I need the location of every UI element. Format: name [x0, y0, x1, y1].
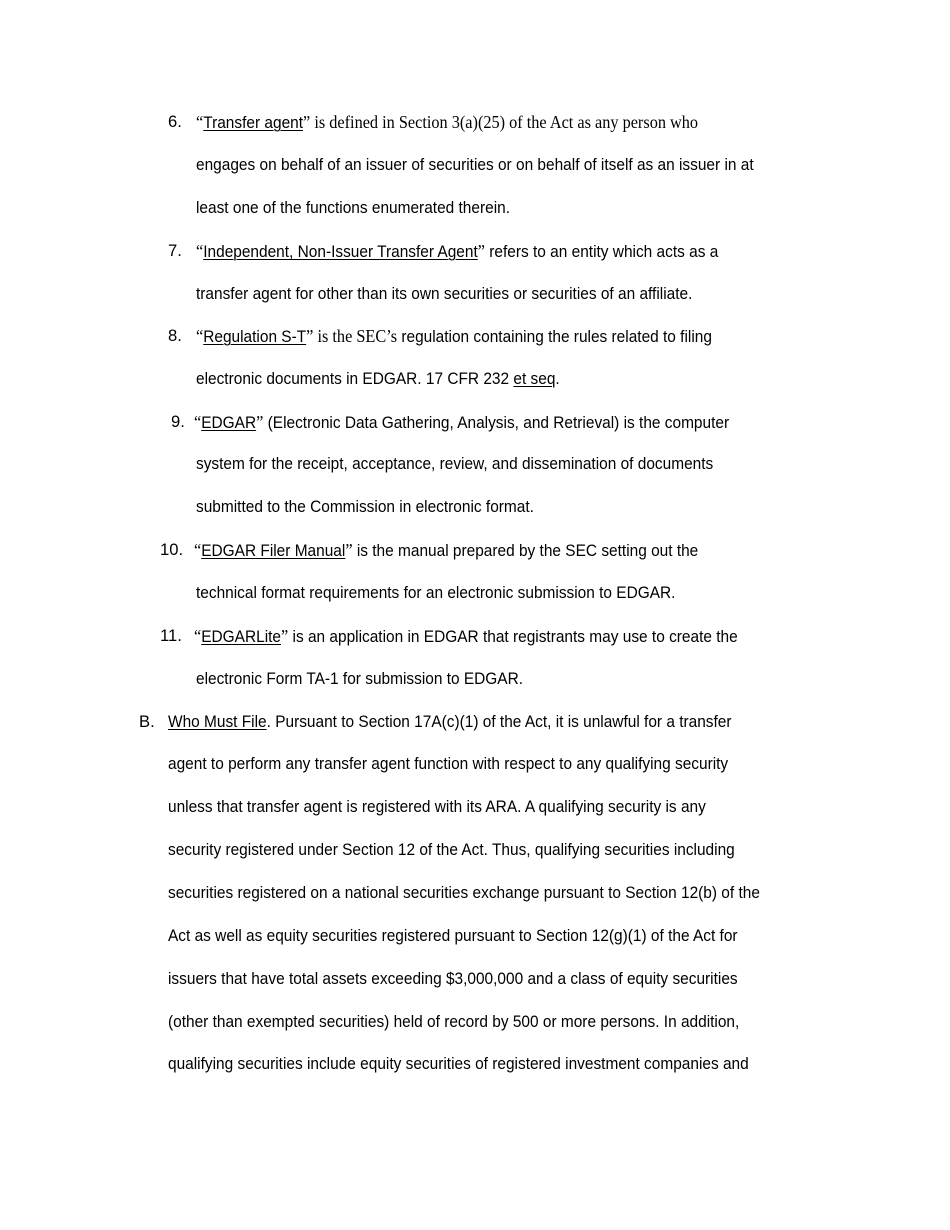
definition-line: technical format requirements for an electronic submission to EDGAR.: [196, 583, 676, 602]
section-line: [168, 712, 732, 732]
close-quote: ”: [345, 540, 353, 560]
definition-line: [194, 412, 729, 433]
section-text: . Pursuant to Section 17A(c)(1) of the Act, it is unlawful for a transfer: [266, 712, 732, 731]
close-quote: ”: [280, 626, 289, 646]
definition-line: transfer agent for other than its own securities or securities of an affiliate.: [196, 284, 693, 303]
definition-text: .: [555, 369, 560, 388]
section-line: issuers that have total assets exceeding $3,000,000 and a class of equity securities: [168, 969, 738, 988]
open-quote: “: [194, 412, 202, 432]
open-quote: “: [196, 112, 204, 132]
item-number: 7.: [168, 241, 182, 260]
item-number: 11.: [160, 626, 182, 645]
definition-text: is the manual prepared by the SEC setting out the: [352, 541, 699, 560]
defined-term-edgar: EDGAR: [201, 413, 257, 432]
definition-line: least one of the functions enumerated therein.: [196, 198, 511, 217]
close-quote: ”: [256, 412, 264, 432]
definition-line: submitted to the Commission in electronic format.: [196, 497, 534, 516]
section-heading-who-must-file: Who Must File: [168, 712, 267, 731]
section-letter: B.: [139, 712, 155, 731]
section-line: unless that transfer agent is registered with its ARA. A qualifying security is any: [168, 797, 706, 816]
section-line: security registered under Section 12 of the Act. Thus, qualifying securities including: [168, 840, 735, 859]
defined-term-independent-transfer-agent: Independent, Non-Issuer Transfer Agent: [203, 242, 478, 261]
definition-line: [196, 369, 560, 389]
defined-term-edgar-filer-manual: EDGAR Filer Manual: [201, 541, 346, 560]
definition-text-serif: ” is the SEC’s: [306, 326, 398, 346]
definition-text: ” is defined in Section 3(a)(25) of the Act as any person who: [303, 112, 699, 132]
item-number: 8.: [168, 326, 182, 345]
defined-term-edgarlite: EDGARLite: [201, 627, 281, 646]
definition-line: electronic Form TA-1 for submission to EDGAR.: [196, 669, 524, 688]
definition-line: [196, 326, 712, 347]
open-quote: “: [194, 626, 202, 646]
definition-line: engages on behalf of an issuer of securities or on behalf of itself as an issuer in at: [196, 155, 754, 174]
definition-text: (Electronic Data Gathering, Analysis, and Retrieval) is the computer: [263, 413, 730, 432]
definition-line: system for the receipt, acceptance, review, and dissemination of documents: [196, 454, 714, 473]
defined-term-transfer-agent: Transfer agent: [203, 113, 304, 132]
definition-line: [194, 540, 698, 561]
definition-text: refers to an entity which acts as a: [484, 242, 719, 261]
open-quote: “: [196, 241, 204, 261]
section-line: Act as well as equity securities registered pursuant to Section 12(g)(1) of the Act for: [168, 926, 738, 945]
section-line: qualifying securities include equity securities of registered investment companies and: [168, 1054, 749, 1073]
definition-line: [196, 241, 718, 262]
section-line: securities registered on a national securities exchange pursuant to Section 12(b) of the: [168, 883, 760, 902]
defined-term-regulation-st: Regulation S-T: [203, 327, 307, 346]
section-line: (other than exempted securities) held of record by 500 or more persons. In addition,: [168, 1012, 740, 1031]
item-number: 6.: [168, 112, 182, 131]
open-quote: “: [196, 326, 204, 346]
et-seq-text: et seq: [513, 369, 556, 388]
open-quote: “: [194, 540, 202, 560]
definition-text: electronic documents in EDGAR. 17 CFR 232: [196, 369, 514, 388]
section-line: agent to perform any transfer agent function with respect to any qualifying security: [168, 754, 729, 773]
item-number: 10.: [160, 540, 184, 559]
item-number: 9.: [171, 412, 185, 431]
definition-line: [196, 112, 698, 133]
definition-text: regulation containing the rules related to filing: [397, 327, 712, 346]
definition-line: [194, 626, 738, 647]
definition-text: is an application in EDGAR that registrants may use to create the: [288, 627, 738, 646]
close-quote: ”: [477, 241, 485, 261]
